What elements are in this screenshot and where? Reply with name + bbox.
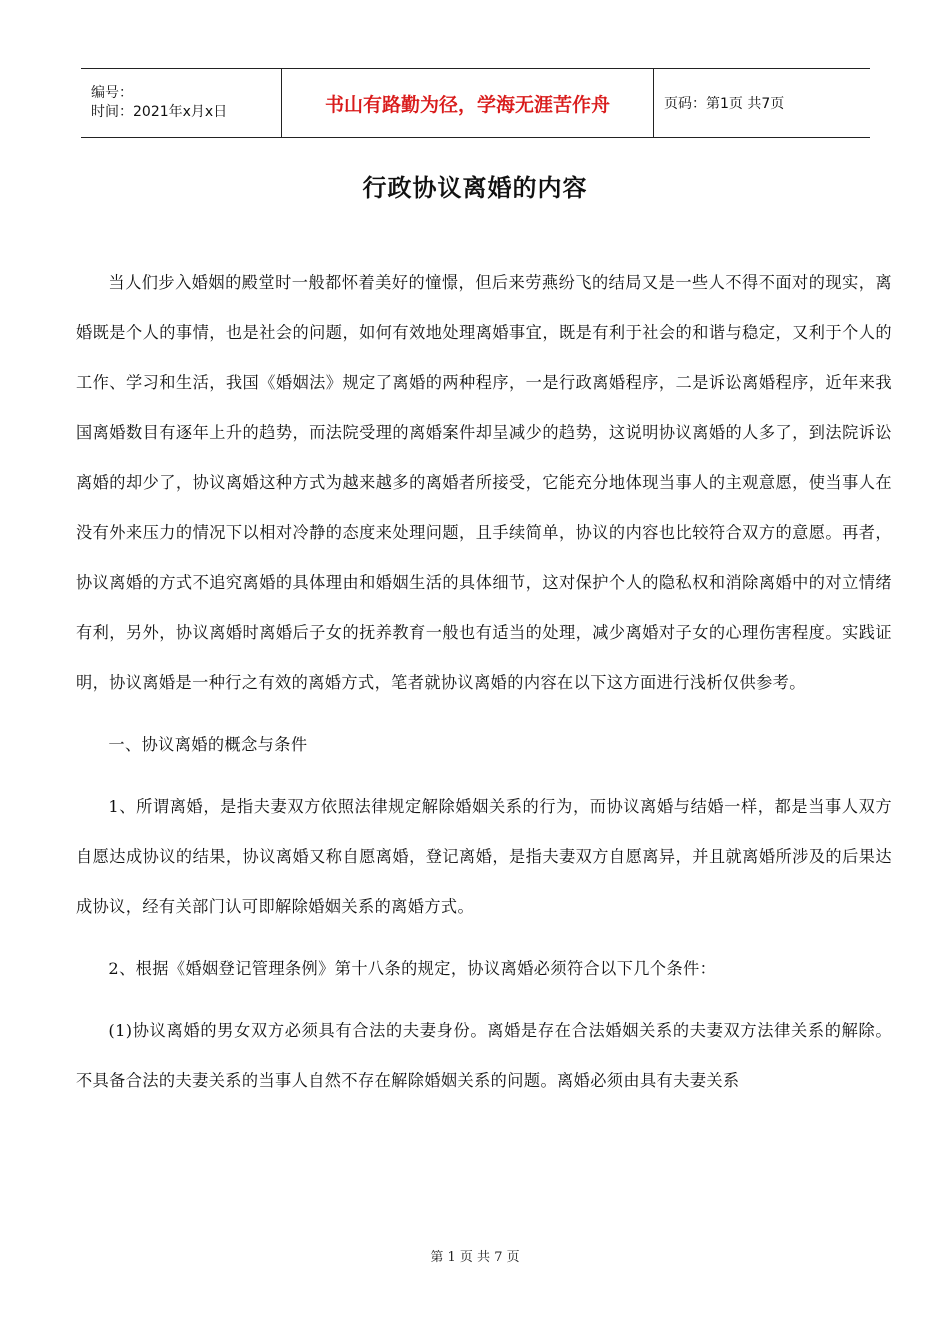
header-meta <box>81 69 281 137</box>
paragraph-condition-1: (1)协议离婚的男女双方必须具有合法的夫妻身份。离婚是存在合法婚姻关系的夫妻双方法律关系的解除。不具备合法的夫妻关系的当事人自然不存在解除婚姻关系的问题。离婚必须由具有夫妻关系 <box>76 1021 892 1090</box>
paragraph-intro: 当人们步入婚姻的殿堂时一般都怀着美好的憧憬，但后来劳燕纷飞的结局又是一些人不得不面对的现实，离婚既是个人的事情，也是社会的问题，如何有效地处理离婚事宜，既是有利于社会的和谐与稳定，又利于个人的工作、学习和生活，我国《婚姻法》规定了离婚的两种程序，一是行政离婚程序，二是诉讼离婚程序，近年来我国离婚数目有逐年上升的趋势，而法院受理的离婚案件却呈减少的趋势，这说明协议离婚的人多了，到法院诉讼离婚的却少了，协议离婚这种方式为越来越多的离婚者所接受，它能充分地体现当事人的主观意愿，使当事人在没有外来压力的情况下以相对冷静的态度来处理问题，且手续简单，协议的内容也比较符合双方的意愿。再者，协议离婚的方式不追究离婚的具体理由和婚姻生活的具体细节，这对保护个人的隐私权和消除离婚中的对立情绪有利，另外，协议离婚时离婚后子女的抚养教育一般也有适当的处理，减少离婚对子女的心理伤害程度。实践证明，协议离婚是一种行之有效的离婚方式，笔者就协议离婚的内容在以下这方面进行浅析仅供参考。 <box>76 273 892 692</box>
paragraph-conditions: 2、根据《婚姻登记管理条例》第十八条的规定，协议离婚必须符合以下几个条件： <box>108 959 717 978</box>
number-label: 编号： <box>91 85 133 101</box>
document-title: 行政协议离婚的内容 <box>362 174 588 202</box>
document-body <box>76 258 892 1106</box>
paragraph-definition: 1、所谓离婚，是指夫妻双方依照法律规定解除婚姻关系的行为，而协议离婚与结婚一样，都是当事人双方自愿达成协议的结果，协议离婚又称自愿离婚，登记离婚，是指夫妻双方自愿离异，并且就离婚所涉及的后果达成协议，经有关部门认可即解除婚姻关系的离婚方式。 <box>76 797 892 916</box>
document-header <box>81 68 870 138</box>
page-footer: 第 1 页 共 7 页 <box>430 1250 520 1265</box>
motto-text: 书山有路勤为径，学海无涯苦作舟 <box>324 93 610 116</box>
date-label: 时间：2021年x月x日 <box>91 104 228 120</box>
header-motto <box>281 69 654 137</box>
header-page-info <box>654 69 870 137</box>
page-info-text: 页码：第1页 共7页 <box>664 96 785 112</box>
section-heading: 一、协议离婚的概念与条件 <box>108 735 308 754</box>
